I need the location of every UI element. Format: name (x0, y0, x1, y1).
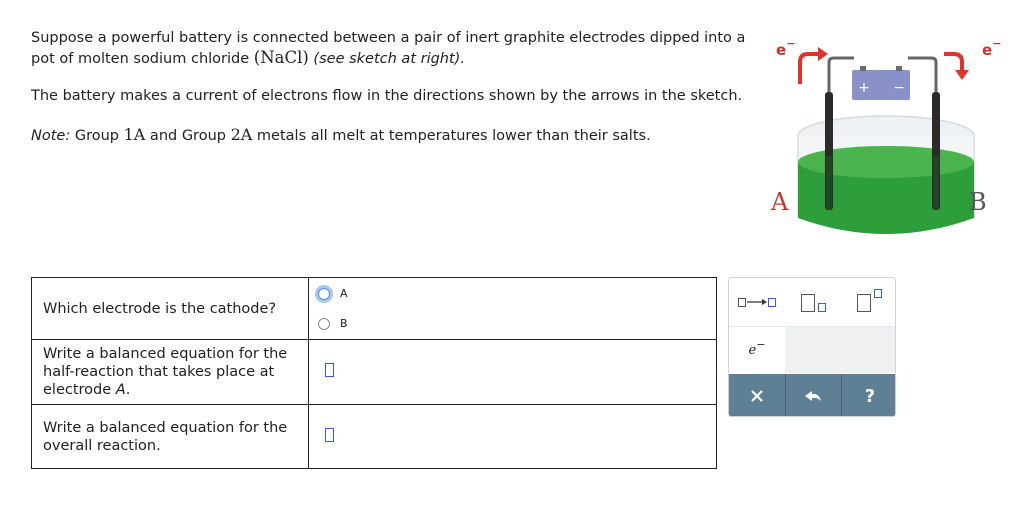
superscript-button[interactable] (841, 278, 896, 326)
subscript-box-icon (818, 303, 826, 312)
question-half-reaction: Write a balanced equation for the half-reaction that takes place at electrode A. (32, 340, 309, 405)
question-overall-reaction: Write a balanced equation for the overall reaction. (32, 405, 309, 469)
x-icon (751, 390, 763, 402)
electrolysis-sketch (768, 36, 1004, 248)
radio-a[interactable] (318, 288, 330, 300)
base-box-icon (857, 294, 871, 312)
arrow-right-icon (746, 298, 768, 306)
base-box-icon (801, 294, 815, 312)
help-button[interactable]: ? (864, 385, 876, 407)
reaction-arrow-button[interactable] (729, 278, 785, 326)
intro-paragraph-1: Suppose a powerful battery is connected between a pair of inert graphite electrodes dipped into a pot of molten sodium chloride (NaCl) (see sketch at right). (31, 30, 746, 67)
subscript-button[interactable] (785, 278, 841, 326)
molten-salt-surface (798, 146, 974, 178)
equation-palette (728, 277, 896, 417)
electron-flow-arrow-left (800, 54, 818, 84)
intro-paragraph-2: The battery makes a current of electrons flow in the directions shown by the arrows in the sketch. (31, 88, 743, 104)
clear-button[interactable] (729, 374, 785, 417)
electron-flow-arrow-right (944, 54, 962, 70)
electrode-a-label: A (771, 188, 789, 216)
answer-cell-cathode (309, 278, 717, 340)
option-a-label: A (340, 287, 348, 300)
question-table (31, 277, 717, 469)
answer-cell-half-reaction (309, 340, 717, 405)
battery-plus-terminal: + (858, 80, 870, 96)
table-row (32, 340, 717, 405)
undo-icon (804, 390, 824, 402)
overall-reaction-input[interactable] (325, 428, 334, 442)
electrode-b-label: B (969, 188, 987, 216)
question-cathode: Which electrode is the cathode? (32, 278, 309, 340)
reactant-box-icon (738, 298, 746, 307)
undo-button[interactable] (786, 374, 842, 417)
palette-empty-area (785, 327, 896, 373)
option-a[interactable] (318, 284, 716, 304)
answer-cell-overall-reaction (309, 405, 717, 469)
nacl-formula: (NaCl) (253, 48, 309, 67)
electrolysis-cell-drawing (768, 36, 1004, 248)
electron-button[interactable]: e − (748, 337, 766, 358)
table-row (32, 405, 717, 469)
battery-minus-terminal: − (893, 80, 905, 96)
palette-action-bar (729, 374, 896, 417)
wire-right (908, 58, 936, 92)
option-b-label: B (340, 317, 348, 330)
product-box-icon (768, 298, 776, 307)
half-reaction-input[interactable] (325, 363, 334, 377)
intro-note: Note: Group 1A and Group 2A metals all melt at temperatures lower than their salts. (31, 125, 651, 144)
electron-label-right: e− (982, 37, 1002, 59)
problem-intro (31, 29, 761, 146)
superscript-box-icon (874, 289, 882, 298)
electron-label-left: e− (776, 37, 796, 59)
table-row (32, 278, 717, 340)
wire-left (829, 58, 854, 92)
radio-b[interactable] (318, 318, 330, 330)
option-b[interactable] (318, 314, 716, 334)
